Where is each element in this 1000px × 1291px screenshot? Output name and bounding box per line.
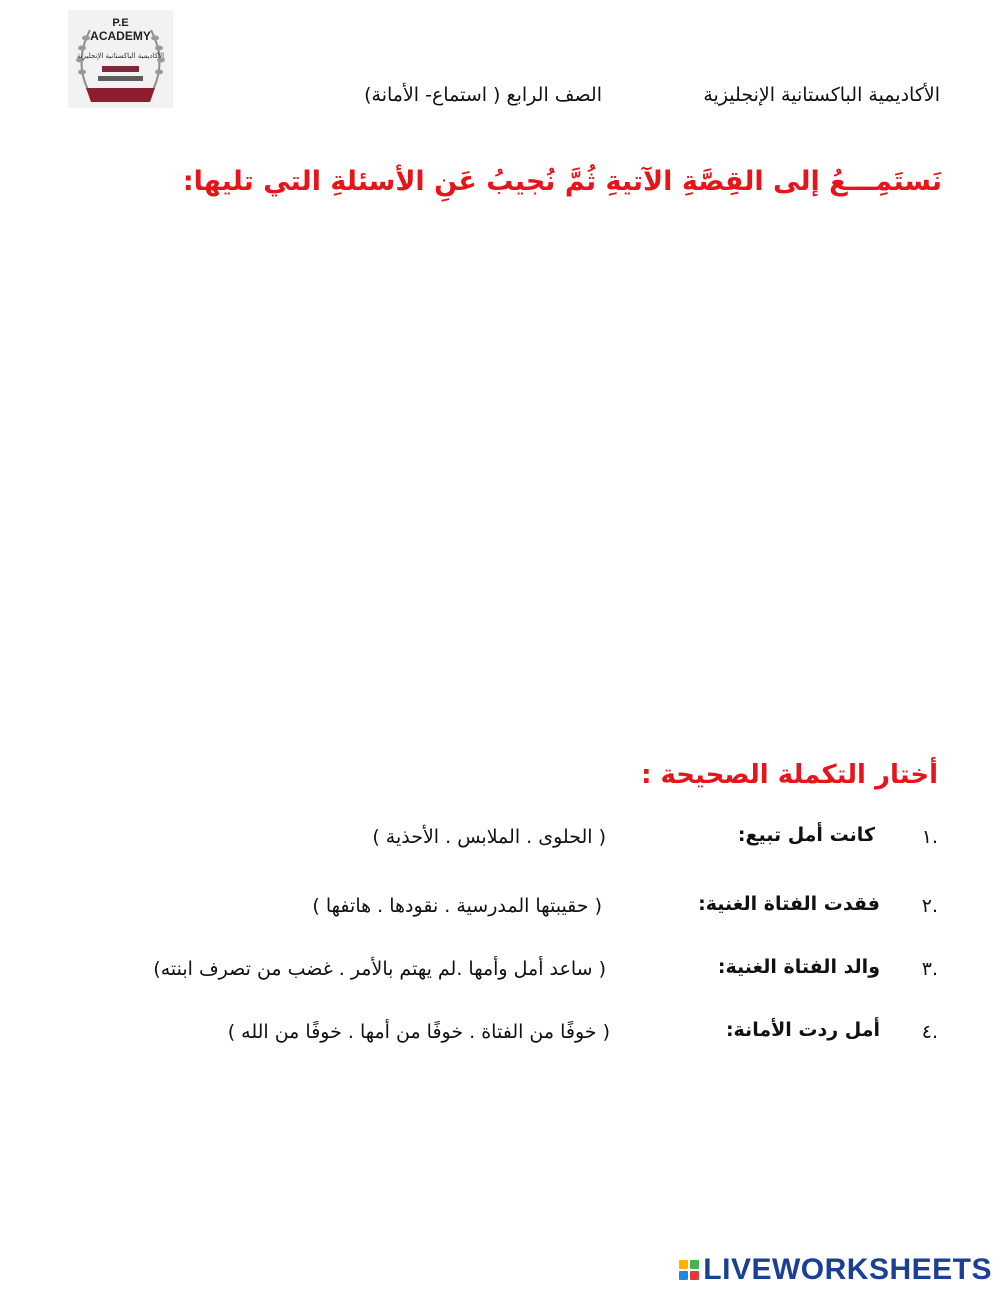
question-number: .٣ [921,958,938,980]
question-options[interactable]: ( الحلوى . الملابس . الأحذية ) [372,826,606,848]
listening-instruction: نَستَمِـــعُ إلى القِصَّةِ الآتيةِ ثُمَّ نُجيبُ عَنِ الأسئلةِ التي تليها: [182,166,942,197]
logo-text-line1: P.E [112,17,129,29]
liveworksheets-brand [679,1252,992,1288]
academy-logo-graphic [68,10,173,108]
question-options[interactable]: ( حقيبتها المدرسية . نقودها . هاتفها ) [312,895,602,917]
liveworksheets-logo-icon [679,1260,699,1280]
question-number: .٤ [921,1021,938,1043]
logo-text-line2: ACADEMY [90,29,151,43]
question-stem: أمل ردت الأمانة: [725,1019,880,1041]
grade-lesson-title: الصف الرابع ( استماع- الأمانة) [364,84,602,106]
question-number: .١ [921,826,938,848]
question-options[interactable]: ( ساعد أمل وأمها .لم يهتم بالأمر . غضب من تصرف ابنته) [153,958,606,980]
question-options[interactable]: ( خوفًا من الفتاة . خوفًا من أمها . خوفًا من الله ) [227,1021,610,1043]
section-heading: أختار التكملة الصحيحة : [641,760,938,790]
question-number: .٢ [921,895,938,917]
question-stem: فقدت الفتاة الغنية: [698,893,880,915]
liveworksheets-wordmark: LIVEWORKSHEETS [703,1253,992,1286]
question-stem: كانت أمل تبيع: [737,824,875,846]
academy-logo [68,10,173,108]
logo-text-arabic: الأكاديمية الباكستانية الإنجليزية [76,52,165,60]
school-name: الأكاديمية الباكستانية الإنجليزية [703,84,940,106]
question-stem: والد الفتاة الغنية: [717,956,880,978]
